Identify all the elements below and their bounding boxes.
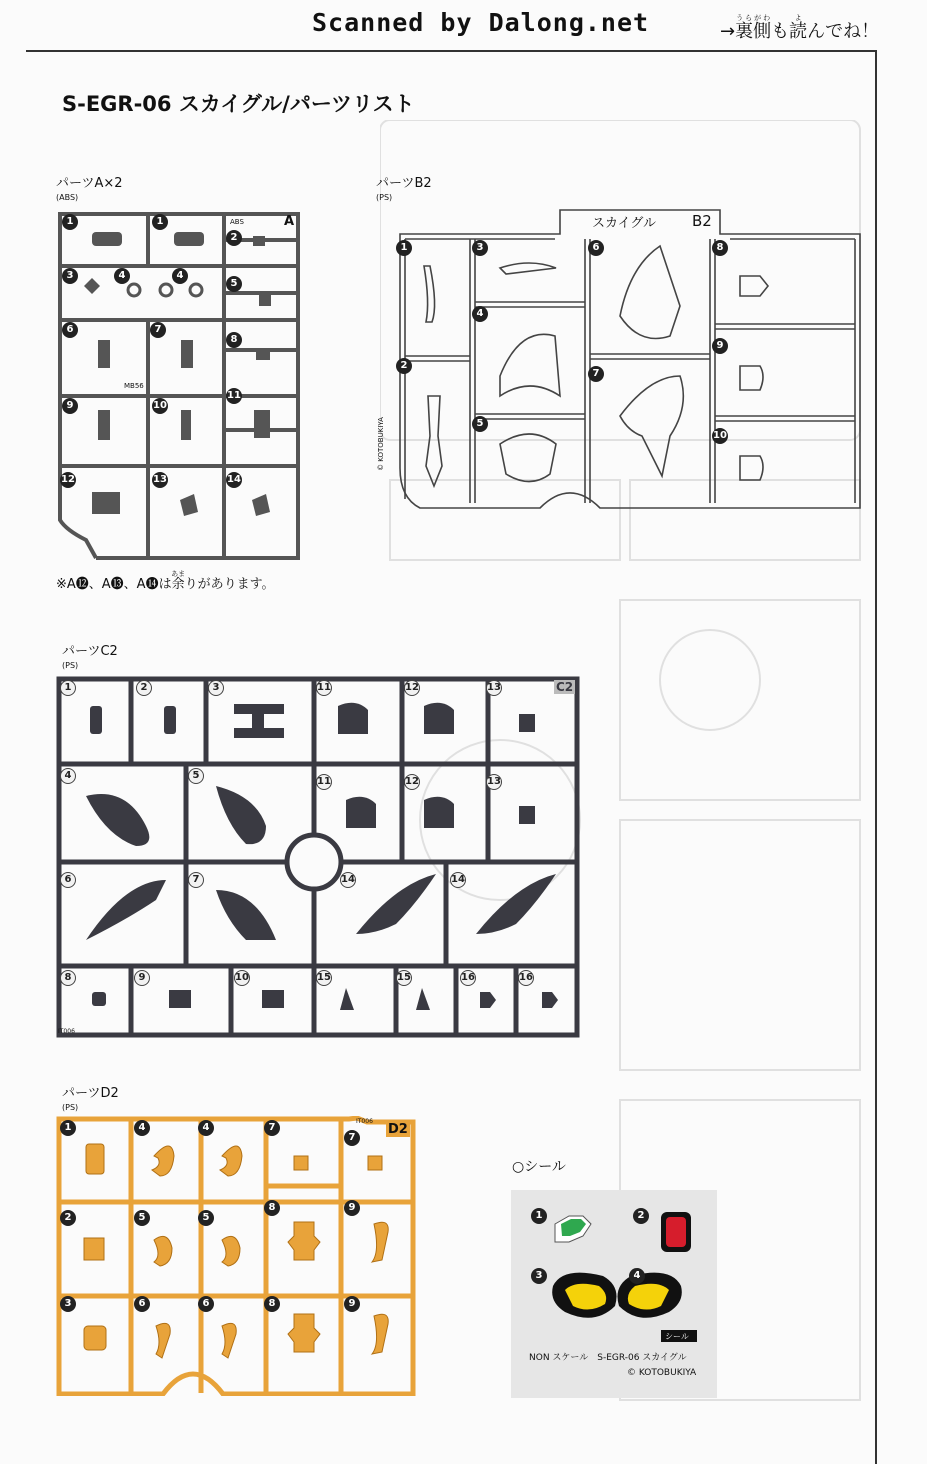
back-side-note: →裏うら側がわも読よんでね！ — [720, 14, 880, 42]
runner-a-small-tag: ABS — [230, 218, 244, 226]
part-number: 13 — [152, 472, 168, 488]
part-number: 6 — [60, 872, 76, 888]
runner-a-frame — [56, 210, 302, 562]
part-number: 9 — [712, 338, 728, 354]
part-number: 7 — [588, 366, 604, 382]
part-number: 2 — [226, 230, 242, 246]
runner-b2-material: (PS) — [376, 193, 393, 202]
runner-b2-tag: B2 — [692, 212, 712, 230]
part-number: 13 — [486, 774, 502, 790]
runner-c2-label: パーツC2 (PS) — [62, 644, 118, 670]
runner-a-spare-note: ※A⓬、A⓭、A⓮は余あまりがあります。 — [56, 570, 275, 592]
part-number: 4 — [198, 1120, 214, 1136]
runner-a-label: パーツA×2 (ABS) — [56, 176, 123, 202]
runner-a-tag: A — [284, 214, 295, 229]
part-number: 1 — [62, 214, 78, 230]
part-number: 2 — [60, 1210, 76, 1226]
runner-d2-frame — [56, 1116, 418, 1396]
part-number: 3 — [60, 1296, 76, 1312]
ruby-gawa: 側がわ — [753, 14, 772, 42]
runner-b2-name: スカイグル — [592, 216, 656, 231]
part-number: 15 — [316, 970, 332, 986]
part-number: 7 — [344, 1130, 360, 1146]
part-number: 11 — [316, 680, 332, 696]
runner-c2-material: (PS) — [62, 661, 79, 670]
runner-a-code: MB56 — [124, 382, 144, 390]
part-number: 4 — [134, 1120, 150, 1136]
part-number: 6 — [134, 1296, 150, 1312]
part-number: 9 — [134, 970, 150, 986]
sticker-number: 3 — [531, 1268, 547, 1284]
part-number: 10 — [152, 398, 168, 414]
runner-d2-label: パーツD2 (PS) — [62, 1086, 119, 1112]
sticker-copyright: © KOTOBUKIYA — [627, 1368, 697, 1378]
part-number: 8 — [712, 240, 728, 256]
runner-a — [56, 210, 302, 562]
part-number: 12 — [404, 680, 420, 696]
runner-b2-brand: © KOTOBUKIYA — [376, 417, 385, 471]
runner-c2-tag: C2 — [556, 680, 574, 694]
sticker-sheet — [511, 1190, 717, 1398]
part-number: 9 — [344, 1296, 360, 1312]
runner-a-material: (ABS) — [56, 193, 79, 202]
runner-d2-tag: D2 — [388, 1122, 408, 1137]
part-number: 12 — [60, 472, 76, 488]
part-number: 15 — [396, 970, 412, 986]
runner-d2-code: IT006 — [356, 1118, 373, 1125]
part-number: 2 — [396, 358, 412, 374]
runner-c2 — [56, 676, 580, 1038]
part-number: 11 — [226, 388, 242, 404]
part-number: 4 — [114, 268, 130, 284]
sticker-number: 2 — [633, 1208, 649, 1224]
part-number: 9 — [62, 398, 78, 414]
part-number: 13 — [486, 680, 502, 696]
part-number: 5 — [226, 276, 242, 292]
part-number: 12 — [404, 774, 420, 790]
part-number: 7 — [188, 872, 204, 888]
part-number: 11 — [316, 774, 332, 790]
part-number: 14 — [450, 872, 466, 888]
sticker-scale-text: NON スケール S-EGR-06 スカイグル — [529, 1353, 687, 1363]
part-number: 1 — [60, 1120, 76, 1136]
part-number: 8 — [60, 970, 76, 986]
part-number: 3 — [62, 268, 78, 284]
sticker-number: 1 — [531, 1208, 547, 1224]
runner-d2 — [56, 1116, 418, 1396]
sticker-number: 4 — [629, 1268, 645, 1284]
part-number: 5 — [198, 1210, 214, 1226]
part-number: 10 — [234, 970, 250, 986]
part-number: 5 — [472, 416, 488, 432]
part-number: 4 — [472, 306, 488, 322]
part-number: 8 — [264, 1200, 280, 1216]
part-number: 8 — [264, 1296, 280, 1312]
ruby-ura: 裏うら — [735, 14, 754, 42]
part-number: 1 — [60, 680, 76, 696]
part-number: 6 — [198, 1296, 214, 1312]
sticker-label: ○シール — [512, 1159, 566, 1175]
watermark: Scanned by Dalong.net — [312, 8, 650, 37]
part-number: 3 — [472, 240, 488, 256]
part-number: 4 — [60, 768, 76, 784]
runner-b2-frame — [390, 206, 870, 516]
ruby-yo: 読よ — [789, 14, 808, 42]
runner-d2-material: (PS) — [62, 1103, 79, 1112]
part-number: 3 — [208, 680, 224, 696]
part-number: 14 — [226, 472, 242, 488]
sticker-tag: シール — [665, 1332, 689, 1341]
part-number: 10 — [712, 428, 728, 444]
runner-c2-code: IT006 — [58, 1028, 75, 1035]
part-number: 5 — [134, 1210, 150, 1226]
part-number: 6 — [588, 240, 604, 256]
part-number: 4 — [172, 268, 188, 284]
part-number: 16 — [460, 970, 476, 986]
runner-b2 — [376, 206, 870, 516]
part-number: 1 — [396, 240, 412, 256]
part-number: 6 — [62, 322, 78, 338]
part-number: 1 — [152, 214, 168, 230]
part-number: 5 — [188, 768, 204, 784]
runner-b2-label: パーツB2 (PS) — [376, 176, 432, 202]
part-number: 7 — [150, 322, 166, 338]
part-number: 16 — [518, 970, 534, 986]
arrow-text: → — [720, 21, 736, 42]
part-number: 14 — [340, 872, 356, 888]
part-number: 8 — [226, 332, 242, 348]
part-number: 9 — [344, 1200, 360, 1216]
part-number: 7 — [264, 1120, 280, 1136]
part-number: 2 — [136, 680, 152, 696]
page-title: S-EGR-06 スカイグル/パーツリスト — [62, 92, 415, 116]
